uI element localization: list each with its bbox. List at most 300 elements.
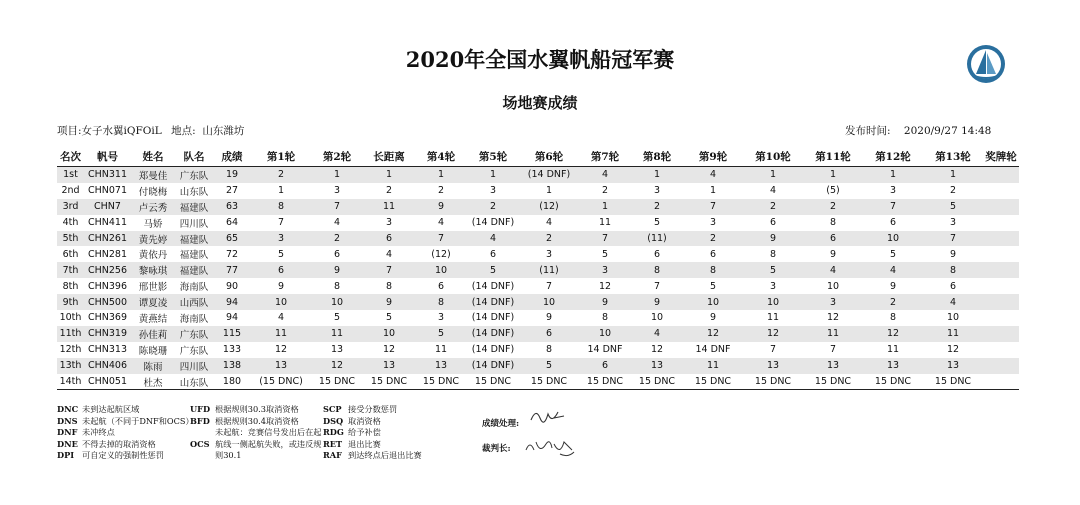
sailing-association-logo [966, 44, 1006, 84]
table-cell: 15 DNC [683, 374, 743, 390]
table-cell: 杜杰 [131, 374, 175, 390]
legend-text: 未冲终点 [82, 427, 115, 437]
table-cell: 山东队 [179, 186, 209, 198]
legend-item [57, 416, 194, 428]
table-cell: 1 [631, 167, 683, 183]
table-cell: 11th [57, 326, 84, 342]
table-cell: (11) [631, 231, 683, 247]
table-cell: 8 [631, 262, 683, 278]
legend-text: 未起航（不同于DNF和OCS） [82, 415, 194, 426]
table-cell: 13 [415, 358, 467, 374]
table-cell: 4 [923, 294, 983, 310]
column-header: 第10轮 [743, 146, 803, 167]
legend-code: DNF [57, 427, 78, 437]
table-cell: 19 [213, 167, 251, 183]
table-cell: 5 [333, 312, 341, 324]
event-info [57, 123, 244, 138]
table-cell: 4 [631, 326, 683, 342]
table-cell: 郑曼佳 [131, 167, 175, 183]
table-cell: 10 [743, 294, 803, 310]
table-cell: 1 [709, 185, 717, 197]
table-cell: 9th [57, 294, 84, 310]
table-cell: 4th [62, 217, 79, 229]
table-row [57, 358, 1019, 374]
table-cell: 4 [803, 262, 863, 278]
venue-value: 山东潍坊 [202, 125, 245, 137]
table-cell: 黄燕结 [138, 313, 168, 325]
event-value: 女子水翼iQFOiL [81, 125, 162, 137]
table-cell: 138 [213, 358, 251, 374]
table-cell: (14 DNF) [519, 167, 579, 183]
legend-code: SCP [323, 404, 342, 414]
table-cell: 12 [863, 326, 923, 342]
table-cell: 77 [213, 262, 251, 278]
table-cell: 11 [683, 358, 743, 374]
table-cell: 72 [225, 248, 239, 260]
table-cell: 5 [385, 312, 393, 324]
table-cell [983, 167, 1019, 183]
table-cell: 1 [277, 185, 285, 197]
table-cell: 7 [683, 199, 743, 215]
table-cell: 15 DNC [743, 374, 803, 390]
event-label: 项目: [57, 125, 82, 137]
chief-judge-signature [524, 434, 576, 460]
legend-item [323, 427, 422, 439]
legend-text: 可自定义的强制性惩罚 [82, 450, 164, 460]
column-header: 第1轮 [251, 146, 311, 167]
table-cell: 13th [57, 358, 84, 374]
table-cell: 11 [886, 344, 900, 356]
table-cell: 13 [803, 358, 863, 374]
table-cell [983, 183, 1019, 199]
table-cell: 8 [601, 312, 609, 324]
table-cell: 山东队 [175, 374, 213, 390]
column-header: 队名 [175, 146, 213, 167]
table-cell: 3 [385, 217, 393, 229]
legend-text: 根据规则30.4取消资格 [215, 415, 299, 426]
table-cell: 3 [949, 217, 957, 229]
table-cell: 2 [601, 185, 609, 197]
table-row [57, 183, 1019, 199]
table-cell: 四川队 [179, 218, 209, 230]
legend-text: 不得去掉的取消资格 [82, 438, 156, 449]
table-cell: 2 [743, 199, 803, 215]
table-cell: 9 [829, 248, 837, 260]
legend-code: RDG [323, 427, 344, 437]
table-cell: 7 [579, 231, 631, 247]
table-cell: 15 DNC [863, 374, 923, 390]
table-cell [983, 326, 1019, 342]
table-cell: 10 [863, 231, 923, 247]
legend-item [190, 427, 321, 439]
table-cell: 10 [251, 294, 311, 310]
table-cell: 115 [213, 326, 251, 342]
table-cell [983, 310, 1019, 326]
table-cell [983, 262, 1019, 278]
legend-item [57, 439, 194, 451]
table-cell: 4 [545, 217, 553, 229]
table-cell: 13 [330, 344, 344, 356]
table-cell: 1 [863, 167, 923, 183]
table-row [57, 262, 1019, 278]
table-cell: 65 [213, 231, 251, 247]
table-cell: 11 [766, 312, 780, 324]
table-cell: 6th [62, 248, 79, 260]
table-cell: 4 [683, 167, 743, 183]
legend-text: 退出比赛 [348, 438, 381, 449]
table-cell [983, 278, 1019, 294]
legend-text: 航线一侧起航失败，或违反规 [215, 438, 322, 449]
results-table [57, 146, 1019, 390]
table-cell: 9 [415, 199, 467, 215]
table-cell: (14 DNF) [467, 294, 519, 310]
table-cell: 福建队 [175, 231, 213, 247]
table-cell: 8th [62, 280, 79, 292]
release-info [845, 123, 991, 138]
table-cell: 福建队 [179, 250, 209, 262]
legend-text: 未到达起航区域 [82, 404, 140, 414]
table-cell [983, 215, 1019, 231]
table-cell: 6 [653, 248, 661, 260]
table-cell: 山西队 [175, 294, 213, 310]
table-cell: 1 [743, 167, 803, 183]
table-cell: 黎咏琪 [131, 262, 175, 278]
table-cell: 15 DNC [311, 374, 363, 390]
legend-item [57, 404, 194, 416]
table-cell: 94 [213, 294, 251, 310]
table-cell: 4 [277, 312, 285, 324]
table-cell: 6 [949, 280, 957, 292]
table-cell: 3 [489, 185, 497, 197]
table-cell: 5 [519, 358, 579, 374]
table-cell: 1 [803, 167, 863, 183]
table-cell: 2 [311, 231, 363, 247]
table-cell: 15 DNC [467, 374, 519, 390]
table-cell [983, 231, 1019, 247]
table-cell: 8 [769, 248, 777, 260]
legend-item [57, 450, 194, 462]
table-cell: 12 [650, 344, 664, 356]
table-cell: 5 [743, 262, 803, 278]
table-cell: 4 [863, 262, 923, 278]
venue-label: 地点: [171, 125, 196, 137]
table-header-row [57, 146, 1019, 167]
table-cell: 3 [333, 185, 341, 197]
table-cell: 2 [519, 231, 579, 247]
column-header: 第8轮 [631, 146, 683, 167]
table-cell: 12 [743, 326, 803, 342]
table-cell: 7 [311, 199, 363, 215]
table-cell: 3 [653, 185, 661, 197]
table-row [57, 215, 1019, 231]
table-cell: 6 [437, 280, 445, 292]
table-cell: 133 [222, 344, 242, 356]
table-cell: 3 [437, 312, 445, 324]
table-cell: 180 [213, 374, 251, 390]
table-cell: 10 [415, 262, 467, 278]
table-cell: 4 [333, 217, 341, 229]
table-cell: 3 [769, 280, 777, 292]
table-cell: 15 DNC [579, 374, 631, 390]
table-cell: 3rd [57, 199, 84, 215]
table-cell: 4 [769, 185, 777, 197]
table-cell: 7 [829, 344, 837, 356]
table-cell: CHN500 [84, 294, 131, 310]
table-cell: (5) [826, 185, 840, 197]
table-cell: 1 [923, 167, 983, 183]
table-cell: 陈晓珊 [138, 345, 168, 357]
table-cell: (14 DNF) [471, 312, 515, 324]
table-cell [983, 374, 1019, 390]
table-cell: 广东队 [175, 167, 213, 183]
table-cell: 4 [467, 231, 519, 247]
table-cell: CHN369 [87, 312, 128, 324]
table-cell: 5 [467, 262, 519, 278]
table-cell: 15 DNC [631, 374, 683, 390]
legend-item [57, 427, 194, 439]
table-cell: 8 [683, 262, 743, 278]
table-cell: 7 [923, 231, 983, 247]
table-row [57, 310, 1019, 326]
table-cell: 7th [57, 262, 84, 278]
table-cell: 广东队 [175, 326, 213, 342]
table-cell: 11 [803, 326, 863, 342]
table-cell: 11 [598, 217, 612, 229]
table-row [57, 374, 1019, 390]
table-cell: CHN313 [87, 344, 128, 356]
legend-code: RAF [323, 450, 342, 460]
table-cell: 11 [311, 326, 363, 342]
legend-item [323, 416, 422, 428]
legend-text: 未起航：竞赛信号发出后在起 [215, 427, 322, 437]
table-cell: CHN7 [84, 199, 131, 215]
table-cell: 4 [437, 217, 445, 229]
table-cell: 11 [923, 326, 983, 342]
table-cell: 15 DNC [363, 374, 415, 390]
release-label: 发布时间: [845, 125, 891, 137]
column-header: 姓名 [131, 146, 175, 167]
legend-item [190, 404, 321, 416]
table-cell: 1 [579, 199, 631, 215]
table-cell: 5 [923, 199, 983, 215]
table-cell: 10 [650, 312, 664, 324]
chief-judge-label: 裁判长: [482, 444, 511, 454]
table-cell: 付晓梅 [138, 186, 168, 198]
table-cell: 10th [59, 312, 82, 324]
table-cell: 8 [889, 312, 897, 324]
table-cell: CHN071 [87, 185, 128, 197]
table-cell: 27 [225, 185, 239, 197]
table-cell: 海南队 [179, 282, 209, 294]
table-cell: 3 [889, 185, 897, 197]
table-cell: 1 [467, 167, 519, 183]
table-cell: CHN256 [84, 262, 131, 278]
table-cell: 5 [709, 280, 717, 292]
table-cell: CHN261 [84, 231, 131, 247]
table-cell: 四川队 [175, 358, 213, 374]
table-cell: 广东队 [179, 345, 209, 357]
column-header: 第11轮 [803, 146, 863, 167]
table-cell: 7 [653, 280, 661, 292]
table-cell: 2 [683, 231, 743, 247]
column-header: 长距离 [363, 146, 415, 167]
column-header: 第2轮 [311, 146, 363, 167]
table-cell: 12th [59, 344, 82, 356]
legend-item [190, 450, 321, 462]
table-cell: 12 [311, 358, 363, 374]
table-cell: 15 DNC [519, 374, 579, 390]
table-cell: 1 [545, 185, 553, 197]
legend-code: DNE [57, 438, 78, 449]
table-cell: 2 [631, 199, 683, 215]
table-cell: CHN406 [84, 358, 131, 374]
table-cell: (14 DNF) [471, 217, 515, 229]
table-cell: 7 [363, 262, 415, 278]
table-cell: 12 [274, 344, 288, 356]
table-cell: 9 [579, 294, 631, 310]
table-cell: (12) [519, 199, 579, 215]
table-cell: 8 [385, 280, 393, 292]
table-cell: 卢云秀 [131, 199, 175, 215]
legend-text: 到达终点后退出比赛 [348, 450, 422, 460]
table-cell: 4 [579, 167, 631, 183]
table-cell: 11 [363, 199, 415, 215]
column-header: 奖牌轮 [983, 146, 1019, 167]
table-cell: 1 [363, 167, 415, 183]
legend-text: 给予补偿 [348, 427, 381, 437]
table-cell: 15 DNC [803, 374, 863, 390]
table-cell: (14 DNF) [471, 344, 515, 356]
table-cell: 5th [57, 231, 84, 247]
table-cell: 8 [415, 294, 467, 310]
table-cell: 5 [601, 248, 609, 260]
table-cell: (11) [519, 262, 579, 278]
score-processor-signature [528, 406, 568, 428]
legend-code: DNS [57, 415, 78, 426]
table-cell: 15 DNC [415, 374, 467, 390]
table-body [57, 167, 1019, 390]
table-cell: 13 [743, 358, 803, 374]
legend-item [323, 404, 422, 416]
table-cell: 10 [946, 312, 960, 324]
table-cell [983, 294, 1019, 310]
table-cell: (14 DNF) [471, 280, 515, 292]
table-cell: 2 [467, 199, 519, 215]
table-cell: 谭夏凌 [131, 294, 175, 310]
legend-column-2 [190, 404, 321, 462]
table-cell: 10 [683, 294, 743, 310]
table-cell: 10 [363, 326, 415, 342]
table-cell: 7 [277, 217, 285, 229]
table-cell: 2 [385, 185, 393, 197]
table-cell: 9 [545, 312, 553, 324]
legend-code: DPI [57, 450, 75, 460]
table-cell [983, 246, 1019, 262]
table-cell: 3 [709, 217, 717, 229]
table-cell: 2 [803, 199, 863, 215]
table-cell: 12 [826, 312, 840, 324]
table-cell: 1 [415, 167, 467, 183]
table-row [57, 326, 1019, 342]
legend-item [190, 416, 321, 428]
table-row [57, 231, 1019, 247]
table-row [57, 199, 1019, 215]
table-cell: 14th [57, 374, 84, 390]
table-cell: 9 [743, 231, 803, 247]
table-cell: 14 DNF [695, 344, 731, 356]
table-cell: 陈雨 [131, 358, 175, 374]
legend-text: 取消资格 [348, 415, 381, 426]
table-cell: 7 [545, 280, 553, 292]
table-cell: 11 [251, 326, 311, 342]
table-cell: 13 [251, 358, 311, 374]
table-cell: 90 [225, 280, 239, 292]
table-cell: 11 [434, 344, 448, 356]
table-cell [983, 358, 1019, 374]
table-cell: 5 [889, 248, 897, 260]
table-cell: 2 [251, 167, 311, 183]
legend-code: RET [323, 438, 343, 449]
table-cell: 6 [363, 231, 415, 247]
table-cell: 13 [363, 358, 415, 374]
table-cell: 3 [579, 262, 631, 278]
table-cell: 3 [803, 294, 863, 310]
table-cell: 14 DNF [587, 344, 623, 356]
table-cell: 8 [251, 199, 311, 215]
column-header: 名次 [57, 146, 84, 167]
legend-code: DSQ [323, 415, 344, 426]
table-cell: 94 [225, 312, 239, 324]
table-cell: 8 [333, 280, 341, 292]
table-cell: (15 DNC) [251, 374, 311, 390]
table-cell: 5 [277, 248, 285, 260]
legend-column-3 [323, 404, 422, 462]
table-cell: 6 [519, 326, 579, 342]
table-row [57, 278, 1019, 294]
table-cell: 7 [863, 199, 923, 215]
table-cell: 海南队 [179, 313, 209, 325]
table-cell: 9 [949, 248, 957, 260]
table-cell: 12 [382, 344, 396, 356]
table-cell: CHN051 [84, 374, 131, 390]
legend-text: 则30.1 [215, 450, 242, 460]
table-cell: 6 [769, 217, 777, 229]
table-cell: 6 [803, 231, 863, 247]
column-header: 帆号 [84, 146, 131, 167]
table-cell: 黄先婷 [131, 231, 175, 247]
table-cell: 7 [415, 231, 467, 247]
table-row [57, 294, 1019, 310]
table-cell: 2nd [61, 185, 80, 197]
table-cell: (14 DNF) [467, 358, 519, 374]
table-cell: 1 [311, 167, 363, 183]
legend-item [323, 450, 422, 462]
release-value: 2020/9/27 14:48 [903, 125, 992, 137]
table-cell: 13 [631, 358, 683, 374]
table-cell: 5 [415, 326, 467, 342]
column-header: 第12轮 [863, 146, 923, 167]
table-cell: 3 [545, 248, 553, 260]
table-cell: 2 [437, 185, 445, 197]
score-processing-label: 成绩处理: [482, 419, 520, 429]
legend-item [190, 439, 321, 451]
table-cell: 9 [709, 312, 717, 324]
table-cell: 9 [363, 294, 415, 310]
table-cell: 6 [489, 248, 497, 260]
column-header: 第9轮 [683, 146, 743, 167]
table-cell: 12 [598, 280, 612, 292]
legend-text: 接受分数惩罚 [348, 404, 398, 414]
